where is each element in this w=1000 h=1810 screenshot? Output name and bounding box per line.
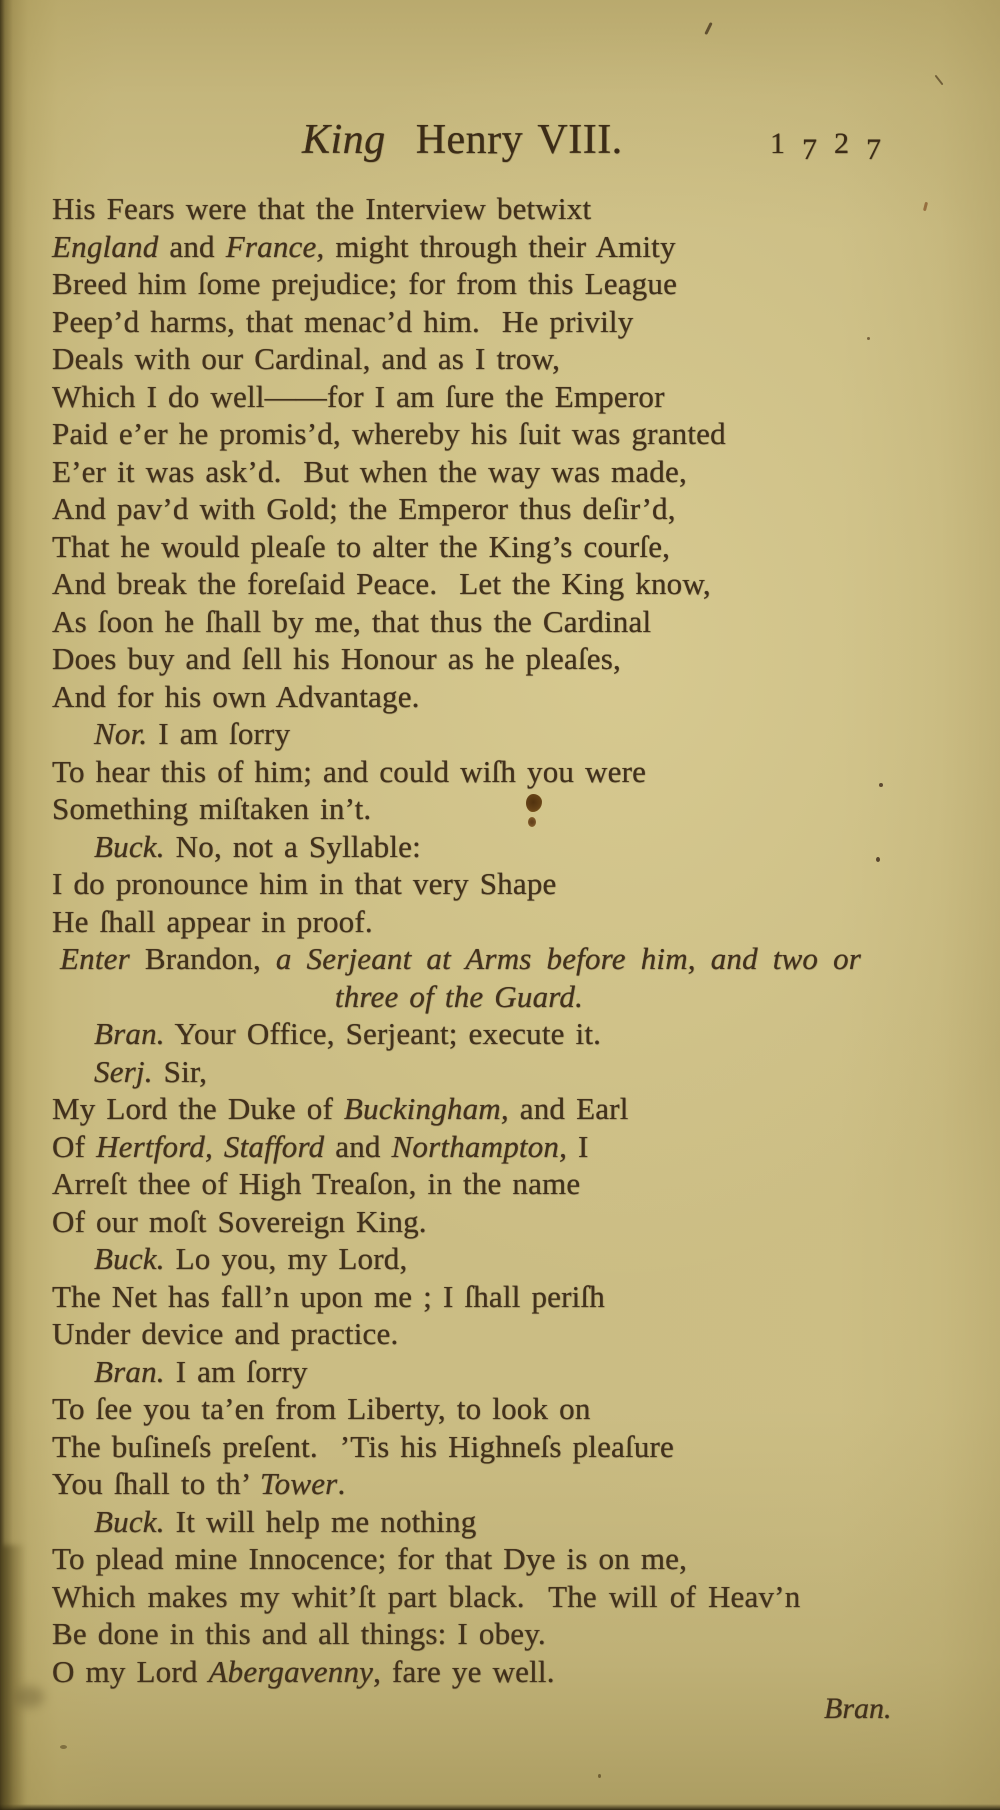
page-number: 1727 (770, 127, 898, 166)
ink-speck (923, 202, 928, 211)
text-line: Nor. I am ſorry (94, 716, 291, 751)
text-line: Buck. It will help me nothing (94, 1503, 477, 1539)
text-line: Arreſt thee of High Treaſon, in the name (52, 1166, 581, 1201)
text-line: And pav’d with Gold; the Emperor thus deſir’d, (52, 491, 676, 526)
text-line: O my Lord Abergavenny, fare ye well. (52, 1653, 555, 1689)
text-line: Does buy and ſell his Honour as he pleaſes, (52, 641, 621, 676)
text-line: Buck. No, not a Syllable: (94, 828, 421, 864)
text-line: I do pronounce him in that very Shape (52, 866, 557, 901)
text-line: Peep’d harms, that menac’d him. He privily (52, 303, 634, 339)
text-line: England and France, might through their Amity (52, 228, 676, 264)
text-line: He ſhall appear in proof. (52, 903, 373, 939)
text-line: Deals with our Cardinal, and as I trow, (52, 341, 561, 376)
text-line: To plead mine Innocence; for that Dye is on me, (52, 1541, 688, 1576)
text-line: Enter Brandon, a Serjeant at Arms before him, and two or (60, 941, 862, 976)
text-line: Be done in this and all things: I obey. (52, 1616, 546, 1651)
text-line: E’er it was ask’d. But when the way was made, (52, 453, 687, 489)
text-line: As ſoon he ſhall by me, that thus the Cardinal (52, 603, 652, 639)
text-line: To ſee you ta’en from Liberty, to look on (52, 1391, 591, 1426)
text-line: That he would pleaſe to alter the King’s courſe, (52, 528, 671, 564)
pen-slash-mark (704, 22, 712, 35)
running-title-italic-word: King (302, 117, 386, 163)
ink-speck (879, 783, 883, 787)
running-title (302, 116, 623, 164)
ink-speck (867, 337, 870, 340)
text-line: Of Hertford, Stafford and Northampton, I (52, 1128, 589, 1164)
ink-blot-droplet (528, 817, 536, 827)
pen-tick-mark (935, 75, 944, 86)
text-line: Which I do well——for I am ſure the Emperor (52, 378, 665, 414)
text-line: The buſineſs preſent. ’Tis his Highneſs pleaſure (52, 1428, 675, 1464)
text-line: Breed him ſome prejudice; for from this League (52, 266, 678, 301)
text-line: And break the foreſaid Peace. Let the King know, (52, 566, 711, 601)
text-line: And for his own Advantage. (52, 678, 420, 714)
text-line: Paid e’er he promis’d, whereby his ſuit was granted (52, 416, 726, 451)
ink-speck (598, 1774, 601, 1778)
binding-gutter-shadow (0, 1545, 26, 1810)
text-line: My Lord the Duke of Buckingham, and Earl (52, 1091, 629, 1126)
text-line: Bran. Your Office, Serjeant; execute it. (94, 1016, 602, 1051)
ink-speck (60, 1745, 67, 1749)
text-line: To hear this of him; and could wiſh you were (52, 753, 647, 789)
text-line: The Net has fall’n upon me ; I ſhall periſh (52, 1278, 605, 1314)
running-title-roman-part: Henry VIII. (385, 117, 623, 163)
ink-speck (876, 857, 880, 862)
text-block (52, 190, 900, 1690)
text-line: three of the Guard. (334, 978, 584, 1014)
text-line: Serj. Sir, (94, 1053, 208, 1089)
text-line: Which makes my whit’ſt part black. The will of Heav’n (52, 1578, 801, 1614)
text-line: Something miſtaken in’t. (52, 791, 372, 826)
text-line: You ſhall to th’ Tower. (52, 1466, 346, 1501)
text-line: Bran. I am ſorry (94, 1353, 308, 1389)
text-line: Buck. Lo you, my Lord, (94, 1241, 408, 1276)
text-line: Of our moſt Sovereign King. (52, 1203, 427, 1239)
catchword: Bran. (824, 1692, 892, 1725)
paper-smudge (14, 1686, 44, 1708)
text-line: His Fears were that the Interview betwixt (52, 191, 592, 226)
text-line: Under device and practice. (52, 1316, 399, 1351)
